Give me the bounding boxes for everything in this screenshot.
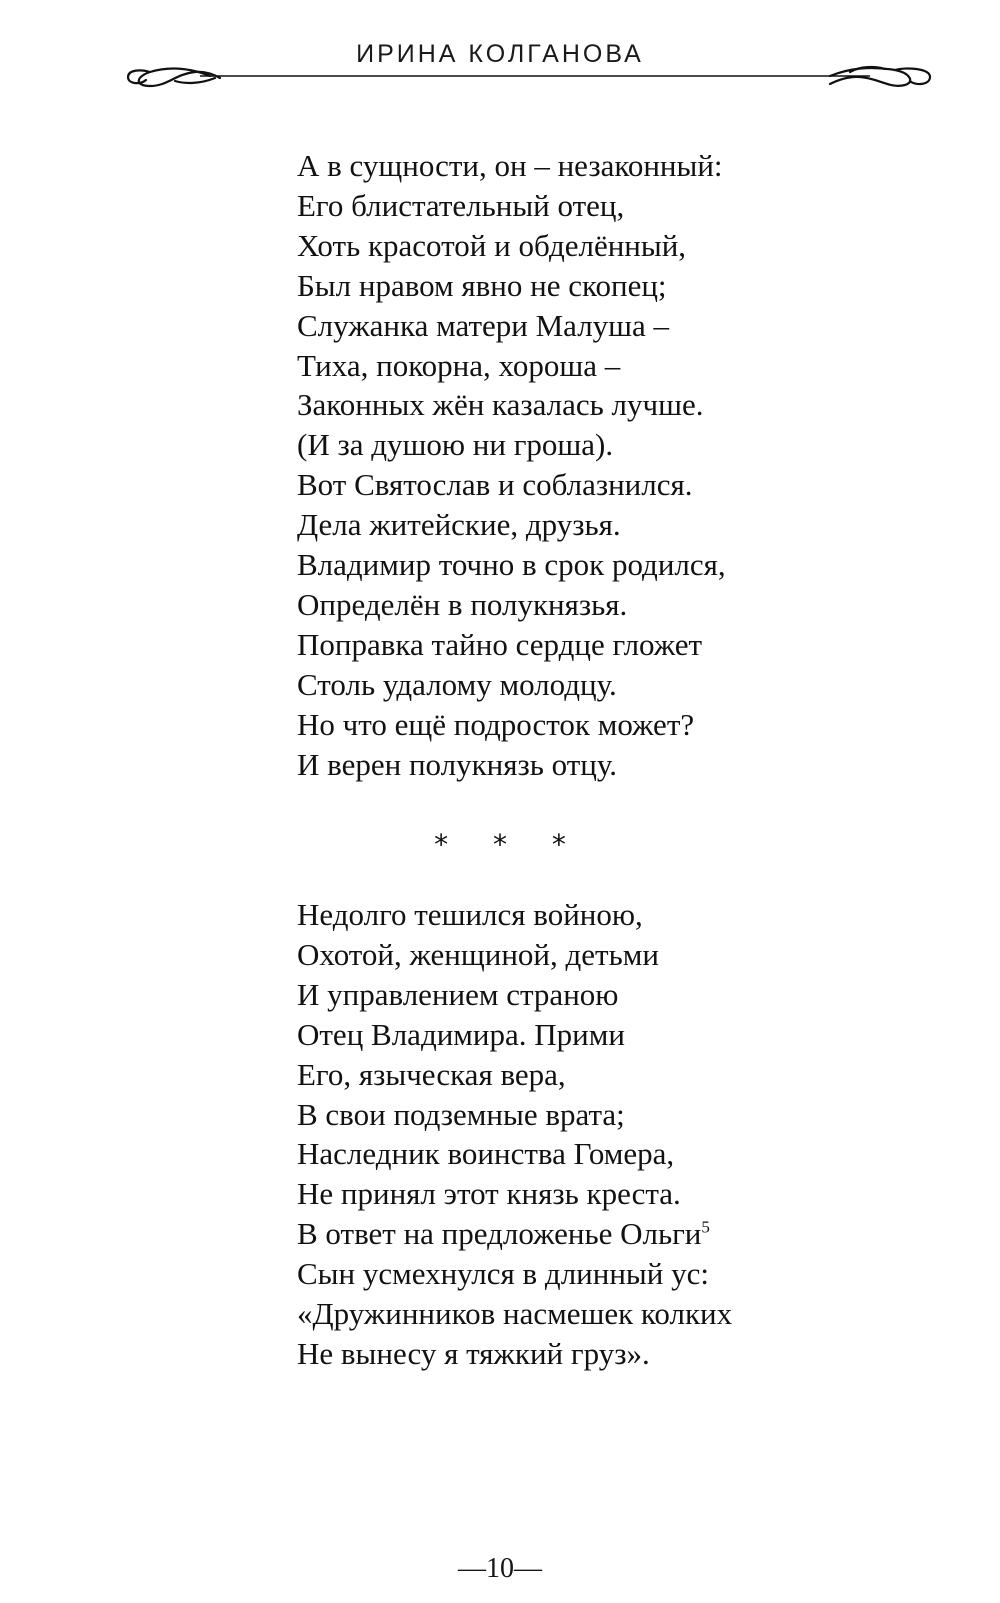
verse-line: И управлением страною <box>297 976 619 1012</box>
author-name: ИРИНА КОЛГАНОВА <box>356 40 644 68</box>
footnote-reference[interactable]: 5 <box>701 1217 710 1237</box>
verse-line: Наследник воинства Гомера, <box>297 1136 675 1172</box>
verse-line: Определён в полукнязья. <box>297 586 628 622</box>
verse-line: Дела житейские, друзья. <box>297 507 621 543</box>
verse-line: «Дружинников насмешек колких <box>297 1296 733 1332</box>
stanza-1 <box>297 146 937 785</box>
verse-line: Не вынесу я тяжкий груз». <box>297 1335 650 1371</box>
stanza-2 <box>297 895 937 1374</box>
verse-text: В ответ на предложенье Ольги <box>297 1216 702 1252</box>
verse-line: Охотой, женщиной, детьми <box>297 936 659 972</box>
verse-line: Недолго тешился войною, <box>297 897 643 932</box>
verse-line: Тиха, покорна, хороша – <box>297 347 621 383</box>
verse-line: Хоть красотой и обделённый, <box>297 227 687 263</box>
verse-line: Столь удалому молодцу. <box>297 666 617 702</box>
ornamental-rule <box>0 60 1000 100</box>
page-number: —10— <box>458 1553 542 1584</box>
verse-line: Его, языческая вера, <box>297 1056 566 1092</box>
left-flourish-icon <box>128 69 220 86</box>
verse-line: Вот Святослав и соблазнился. <box>297 467 693 503</box>
verse-line: Владимир точно в срок родился, <box>297 547 726 583</box>
running-header <box>0 0 1000 110</box>
verse-line: Был нравом явно не скопец; <box>297 267 667 303</box>
verse-line: Поправка тайно сердце гложет <box>297 626 703 662</box>
verse-line: Не принял этот князь креста. <box>297 1176 681 1212</box>
verse-line: Его блистательный отец, <box>297 187 625 223</box>
verse-line: А в сущности, он – незаконный: <box>297 148 723 183</box>
verse-line: (И за душою ни гроша). <box>297 427 614 463</box>
verse-line-with-footnote <box>297 1214 937 1254</box>
verse-line: Отец Владимира. Прими <box>297 1016 625 1052</box>
verse-line: Служанка матери Малуша – <box>297 307 670 343</box>
verse-line: И верен полукнязь отцу. <box>297 746 618 782</box>
verse-line: В свои подземные врата; <box>297 1096 625 1132</box>
verse-line: Законных жён казалась лучше. <box>297 387 704 423</box>
verse-line: Но что ещё подросток может? <box>297 706 695 742</box>
asterism-separator: * * * <box>434 828 584 861</box>
verse-line: Сын усмехнулся в длинный ус: <box>297 1256 709 1292</box>
